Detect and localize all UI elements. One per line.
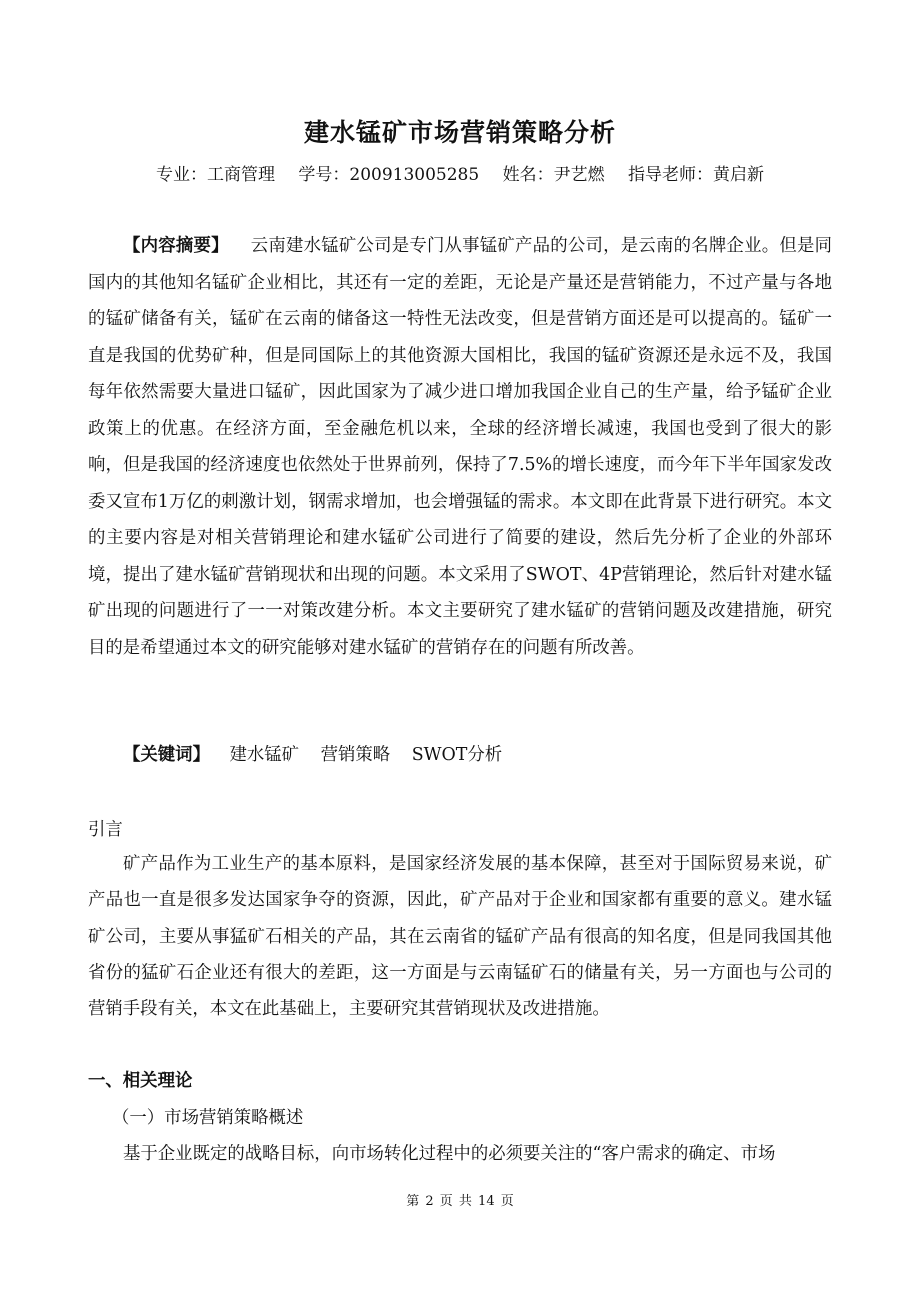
keywords-label: 【关键词】 <box>123 745 210 765</box>
byline-major: 专业：工商管理 <box>155 165 275 185</box>
abstract-label: 【内容摘要】 <box>123 236 229 256</box>
keyword-item: 营销策略 <box>320 745 391 765</box>
abstract-text: 云南建水锰矿公司是专门从事锰矿产品的公司，是云南的名牌企业。但是同国内的其他知名锰矿企业相比，其还有一定的差距，无论是产量还是营销能力，不过产量与各地的锰矿储备有关，锰矿在云南的储备这一特性无法改变，但是营销方面还是可以提高的。锰矿一直是我国的优势矿种，但是同国际上的其他资源大国相比，我国的锰矿资源还是永远不及，我国每年依然需要大量进口锰矿，因此国家为了减少进口增加我国企业自己的生产量，给予锰矿企业政策上的优惠。在经济方面，至金融危机以来，全球的经济增长减速，我国也受到了很大的影响，但是我国的经济速度也依然处于世界前列，保持了7.5%的增长速度，而今年下半年国家发改委又宣布1万亿的刺激计划，钢需求增加，也会增强锰的需求。本文即在此背景下进行研究。本文的主要内容是对相关营销理论和建水锰矿公司进行了简要的建设，然后先分析了企业的外部环境，提出了建水锰矿营销现状和出现的问题。本文采用了SWOT、4P营销理论，然后针对建水锰矿出现的问题进行了一一对策改建分析。本文主要研究了建水锰矿的营销问题及改建措施，研究目的是希望通过本文的研究能够对建水锰矿的营销存在的问题有所改善。 <box>88 236 832 658</box>
author-byline <box>0 160 920 190</box>
keyword-item: 建水锰矿 <box>229 745 300 765</box>
byline-name: 姓名：尹艺燃 <box>502 165 605 185</box>
keywords-line <box>123 737 518 773</box>
keyword-item: SWOT分析 <box>411 745 503 765</box>
section-paragraph: 基于企业既定的战略目标，向市场转化过程中的必须要关注的“客户需求的确定、市场 <box>123 1144 776 1164</box>
abstract-paragraph <box>88 228 832 666</box>
page-footer: 第 2 页 共 14 页 <box>406 1194 514 1209</box>
byline-student-id: 学号：200913005285 <box>298 165 480 185</box>
document-title: 建水锰矿市场营销策略分析 <box>303 118 616 147</box>
intro-paragraph: 矿产品作为工业生产的基本原料，是国家经济发展的基本保障，甚至对于国际贸易来说，矿产品也一直是很多发达国家争夺的资源，因此，矿产品对于企业和国家都有重要的意义。建水锰矿公司，主要从事猛矿石相关的产品，其在云南省的锰矿产品有很高的知名度，但是同我国其他省份的猛矿石企业还有很大的差距，这一方面是与云南锰矿石的储量有关，另一方面也与公司的营销手段有关，本文在此基础上，主要研究其营销现状及改进措施。 <box>88 854 832 1020</box>
intro-heading: 引言 <box>88 820 123 840</box>
subsection-heading: （一）市场营销策略概述 <box>112 1108 304 1128</box>
section-heading: 一、相关理论 <box>88 1071 193 1091</box>
byline-advisor: 指导老师：黄启新 <box>628 165 764 185</box>
